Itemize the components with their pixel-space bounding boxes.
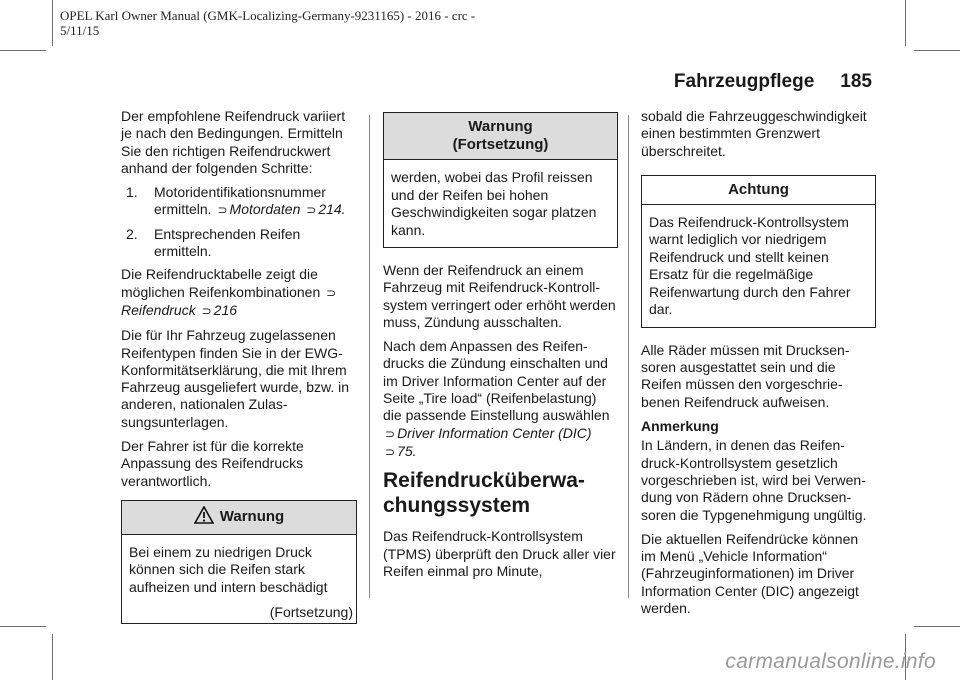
continued-label: (Fortsetzung) xyxy=(269,604,353,621)
cross-reference-icon: ⊃ xyxy=(326,285,337,300)
warning-icon xyxy=(194,506,214,529)
warning-body: Bei einem zu niedrigen Druck können sich die Reifen stark aufheizen und intern beschädigt xyxy=(129,543,328,595)
step-text xyxy=(154,184,357,220)
cross-reference-icon: ⊃ xyxy=(217,203,228,218)
warning-header xyxy=(384,113,617,160)
warning-title: Warnung xyxy=(468,118,533,135)
continued-label: (Fortsetzung) xyxy=(452,136,549,153)
step-number: 2. xyxy=(126,225,138,242)
xref-link[interactable]: Reifendruck xyxy=(121,301,196,318)
warning-continued-box xyxy=(383,112,618,248)
crop-mark xyxy=(0,50,46,51)
step-item xyxy=(121,184,357,220)
crop-mark xyxy=(914,50,960,51)
cross-reference-icon: ⊃ xyxy=(385,426,396,441)
warning-box xyxy=(121,500,357,625)
cross-reference-icon: ⊃ xyxy=(385,444,396,459)
crop-mark xyxy=(52,634,53,680)
intro-paragraph: Der empfohlene Reifendruck variiert je nach den Bedingungen. Ermitteln Sie den richtigen Reifendruckwert anhand der folgenden Schritte: xyxy=(121,108,346,176)
step-label: Motoridentifikationsnummer ermitteln. xyxy=(154,184,326,218)
cross-reference-icon: ⊃ xyxy=(201,303,212,318)
column-3 xyxy=(641,108,876,624)
warning-header xyxy=(122,501,356,535)
warning-body: werden, wobei das Profil reissen und der Reifen bei hohen Geschwindigkeiten sogar platzen kann. xyxy=(391,169,597,238)
wheels-paragraph: Alle Räder müssen mit Drucksen-soren ausgestattet sein und die Reifen müssen den vorgeschrie-benen Reifendruck aufweisen. xyxy=(641,341,850,410)
caution-header: Achtung xyxy=(642,176,875,205)
xref-link[interactable]: Driver Information Center (DIC) xyxy=(397,424,592,441)
document-header xyxy=(60,8,475,38)
caution-box xyxy=(641,175,876,328)
crop-mark xyxy=(905,0,906,46)
section-heading: Reifendrucküberwa-chungssystem xyxy=(383,469,585,518)
column-2 xyxy=(383,108,618,587)
xref-page[interactable]: 75. xyxy=(397,442,417,459)
tpms-paragraph: Das Reifendruck-Kontrollsystem (TPMS) überprüft den Druck aller vier Reifen einmal pro Minute, xyxy=(383,528,616,579)
xref-page[interactable]: 216 xyxy=(213,301,238,318)
note-paragraph: In Ländern, in denen das Reifen-druck-Kontrollsystem gesetzlich vorgeschrieben ist, wird bei Verwen-dung von Rädern ohne Drucksen-soren die Typgenehmigung ungültig. xyxy=(641,437,867,523)
crop-mark xyxy=(0,626,46,627)
column-1 xyxy=(121,108,357,638)
cross-reference-icon: ⊃ xyxy=(306,203,317,218)
xref-link[interactable]: Motordaten xyxy=(229,201,301,218)
driver-paragraph: Der Fahrer ist für die korrekte Anpassung des Reifendrucks verantwortlich. xyxy=(121,438,304,489)
crop-mark xyxy=(52,0,53,46)
menu-paragraph: Die aktuellen Reifendrücke können im Menü „Vehicle Information“ (Fahrzeuginformationen) im Driver Information Center (DIC) angezeigt werden. xyxy=(641,530,859,617)
table-text: Die Reifendrucktabelle zeigt die möglichen Reifenkombinationen xyxy=(121,266,321,300)
caution-body: Das Reifendruck-Kontrollsystem warnt lediglich vor niedrigem Reifendruck und stellt keinen Ersatz für die regelmäßige Reifenwartung durch den Fahrer dar. xyxy=(649,213,851,318)
note-label: Anmerkung xyxy=(641,418,719,435)
step-text: Entsprechenden Reifen ermitteln. xyxy=(154,225,301,260)
running-head xyxy=(674,71,872,93)
watermark: carmanualsonline.info xyxy=(725,650,936,673)
speed-paragraph: sobald die Fahrzeuggeschwindigkeit einen bestimmten Grenzwert überschreitet. xyxy=(641,108,867,159)
pressure-change-paragraph: Wenn der Reifendruck an einem Fahrzeug mit Reifendruck-Kontroll-system verringert oder erhöht werden muss, Zündung ausschalten. xyxy=(383,262,616,330)
warning-title: Warnung xyxy=(219,507,285,525)
xref-page[interactable]: 214. xyxy=(318,201,346,218)
step-number: 1. xyxy=(126,184,138,201)
crop-mark xyxy=(914,626,960,627)
table-paragraph xyxy=(121,266,357,320)
header-line-2: 5/11/15 xyxy=(60,23,100,38)
approved-paragraph: Die für Ihr Fahrzeug zugelassenen Reifentypen finden Sie in der EWG-Konformitätserklärung, die mit Ihrem Fahrzeug ausgeliefert wurde, bzw. in anderen, nationalen Zulas-sungsunterlagen. xyxy=(121,327,350,430)
adjust-paragraph xyxy=(383,338,618,461)
column-divider xyxy=(628,115,629,598)
column-divider xyxy=(369,115,370,598)
adjust-text: Nach dem Anpassen des Reifen-drucks die Zündung einschalten und im Driver Information Center auf der Seite „Tire load“ (Reifenbelastung) die passende Einstellung auswählen xyxy=(383,338,610,424)
section-title: Fahrzeugpflege xyxy=(673,71,815,92)
header-line-1: OPEL Karl Owner Manual (GMK-Localizing-Germany-9231165) - 2016 - crc - xyxy=(60,8,476,23)
step-item xyxy=(121,226,357,261)
page-number: 185 xyxy=(840,71,872,92)
